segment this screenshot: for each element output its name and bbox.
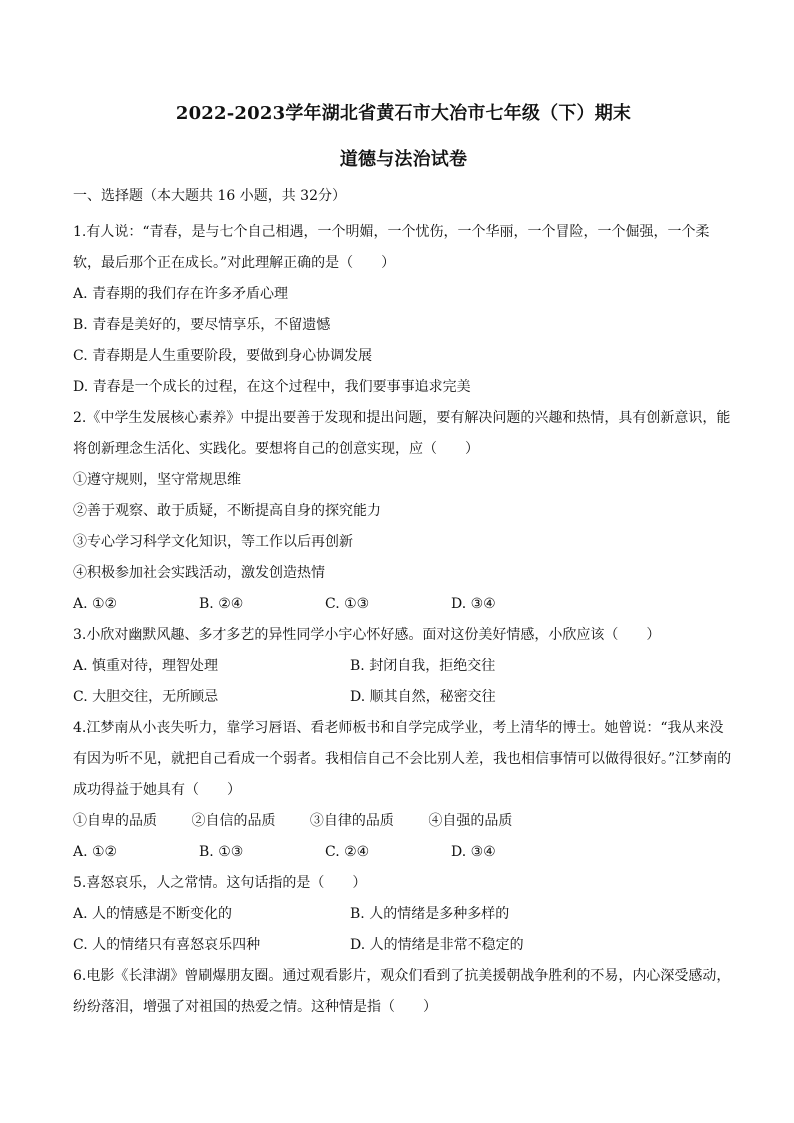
question-stem: 2.《中学生发展核心素养》中提出要善于发现和提出问题，要有解决问题的兴趣和热情，具有创新意识，能将创新理念生活化、实践化。要想将自己的创意实现，应（ ） — [73, 410, 731, 457]
option-b: B. 青春是美好的，要尽情享乐，不留遗憾 — [73, 317, 331, 333]
option-c: C. 人的情绪只有喜怒哀乐四种 — [73, 937, 261, 953]
statement-1: ①自卑的品质 — [73, 813, 157, 829]
option-b: B. 人的情绪是多种多样的 — [350, 906, 510, 922]
question-3 — [73, 620, 734, 713]
question-stem: 6.电影《长津湖》曾刷爆朋友圈。通过观看影片，观众们看到了抗美援朝战争胜利的不易，内心深受感动，纷纷落泪，增强了对祖国的热爱之情。这种情是指（ ） — [73, 968, 731, 1015]
question-stem: 3.小欣对幽默风趣、多才多艺的异性同学小宇心怀好感。面对这份美好情感，小欣应该（ ） — [73, 627, 661, 643]
option-a: A. 慎重对待，理智处理 — [73, 658, 219, 674]
options-row — [73, 837, 734, 868]
statement-4: ④积极参加社会实践活动，激发创造热情 — [73, 565, 325, 581]
question-stem: 1.有人说：“青春，是与七个自己相遇，一个明媚，一个忧伤，一个华丽，一个冒险，一个倔强，一个柔软，最后那个正在成长。”对此理解正确的是（ ） — [73, 224, 710, 271]
statement-3: ③专心学习科学文化知识，等工作以后再创新 — [73, 534, 353, 550]
option-b: B. ①③ — [199, 844, 244, 860]
statement-2: ②自信的品质 — [191, 813, 276, 829]
option-b: B. 封闭自我，拒绝交往 — [350, 658, 496, 674]
option-c: C. ①③ — [325, 596, 370, 612]
statement-4: ④自强的品质 — [428, 813, 513, 829]
question-5 — [73, 868, 734, 961]
statement-1: ①遵守规则，坚守常规思维 — [73, 472, 241, 488]
option-a: A. ①② — [73, 596, 118, 612]
option-c: C. ②④ — [325, 844, 370, 860]
option-d: D. ③④ — [451, 596, 496, 612]
option-d: D. 人的情绪是非常不稳定的 — [350, 937, 524, 953]
statement-2: ②善于观察、敢于质疑，不断提高自身的探究能力 — [73, 503, 381, 519]
question-6 — [73, 961, 734, 1023]
option-a: A. ①② — [73, 844, 118, 860]
option-c: C. 青春期是人生重要阶段，要做到身心协调发展 — [73, 348, 373, 364]
option-d: D. 青春是一个成长的过程，在这个过程中，我们要事事追求完美 — [73, 379, 471, 395]
option-a: A. 人的情感是不断变化的 — [73, 906, 233, 922]
question-1 — [73, 217, 734, 403]
option-d: D. 顺其自然，秘密交往 — [350, 689, 496, 705]
exam-subtitle: 道德与法治试卷 — [339, 149, 468, 170]
options-row — [73, 589, 734, 620]
options-grid — [73, 899, 734, 961]
statements-row — [73, 806, 734, 837]
question-stem: 5.喜怒哀乐，人之常情。这句话指的是（ ） — [73, 875, 367, 891]
exam-title: 2022-2023学年湖北省黄石市大冶市七年级（下）期末 — [175, 103, 632, 124]
question-2 — [73, 403, 734, 620]
option-c: C. 大胆交往，无所顾忌 — [73, 689, 219, 705]
option-a: A. 青春期的我们存在许多矛盾心理 — [73, 286, 289, 302]
question-4 — [73, 713, 734, 868]
option-b: B. ②④ — [199, 596, 244, 612]
options-grid — [73, 651, 734, 713]
question-stem: 4.江梦南从小丧失听力，靠学习唇语、看老师板书和自学完成学业，考上清华的博士。她曾说：“我从来没有因为听不见，就把自己看成一个弱者。我相信自己不会比别人差，我也相信事情可以做得很好。”江梦南的成功得益于她具有（ ） — [73, 720, 732, 798]
section-heading: 一、选择题（本大题共 16 小题，共 32分） — [73, 188, 346, 204]
option-d: D. ③④ — [451, 844, 496, 860]
statement-3: ③自律的品质 — [309, 813, 394, 829]
